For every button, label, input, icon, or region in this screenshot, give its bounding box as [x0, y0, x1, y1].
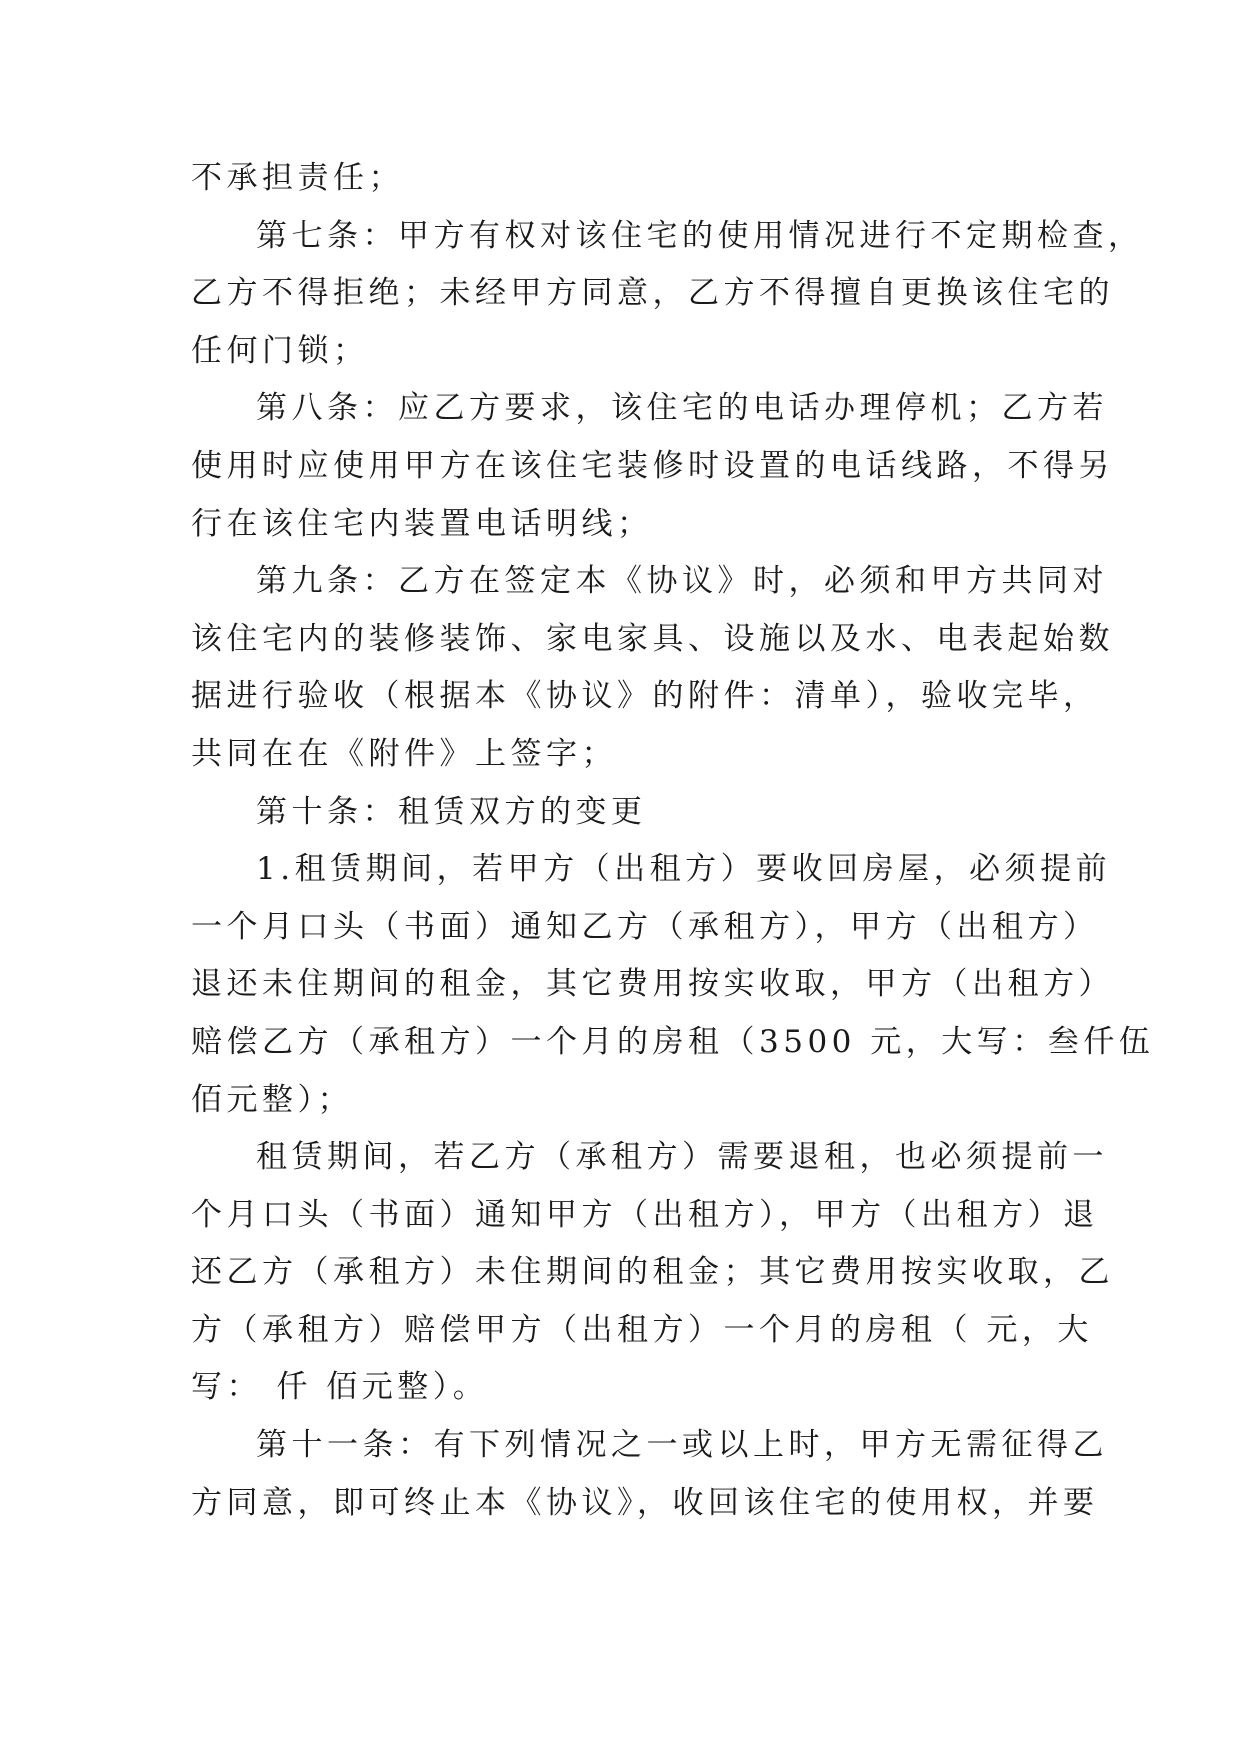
document-line: 第十条：租赁双方的变更 — [256, 793, 647, 830]
document-line: 1.租赁期间，若甲方（出租方）要收回房屋，必须提前 — [256, 851, 1112, 888]
document-line: 写： 仟 佰元整）。 — [191, 1369, 489, 1406]
document-line: 退还未住期间的租金，其它费用按实收取，甲方（出租方） — [191, 966, 1114, 1003]
document-line: 共同在在《附件》上签字； — [191, 735, 617, 772]
document-body — [191, 150, 1155, 1532]
document-line: 使用时应使用甲方在该住宅装修时设置的电话线路，不得另 — [191, 447, 1114, 484]
document-line: 行在该住宅内装置电话明线； — [191, 505, 653, 542]
document-line: 不承担责任； — [191, 160, 404, 196]
document-line: 任何门锁； — [191, 332, 369, 369]
document-line: 一个月口头（书面）通知乙方（承租方），甲方（出租方） — [191, 908, 1099, 945]
document-line: 第七条：甲方有权对该住宅的使用情况进行不定期检查， — [256, 217, 1144, 254]
document-line: 据进行验收（根据本《协议》的附件：清单），验收完毕， — [191, 678, 1099, 715]
document-line: 佰元整）； — [191, 1081, 353, 1118]
document-line: 还乙方（承租方）未住期间的租金；其它费用按实收取，乙 — [191, 1254, 1114, 1291]
document-line: 方同意，即可终止本《协议》，收回该住宅的使用权，并要 — [191, 1484, 1099, 1521]
document-line: 第九条：乙方在签定本《协议》时，必须和甲方共同对 — [256, 563, 1108, 600]
document-line: 个月口头（书面）通知甲方（出租方），甲方（出租方）退 — [191, 1196, 1099, 1233]
document-line: 第十一条：有下列情况之一或以上时，甲方无需征得乙 — [256, 1427, 1108, 1464]
document-line: 第八条：应乙方要求，该住宅的电话办理停机；乙方若 — [256, 390, 1108, 427]
document-line: 该住宅内的装修装饰、家电家具、设施以及水、电表起始数 — [191, 620, 1114, 657]
document-line: 租赁期间，若乙方（承租方）需要退租，也必须提前一 — [256, 1139, 1108, 1176]
document-line: 方（承租方）赔偿甲方（出租方）一个月的房租（ 元，大 — [191, 1311, 1093, 1348]
document-line: 赔偿乙方（承租方）一个月的房租（3500 元，大写：叁仟伍 — [191, 1023, 1155, 1060]
document-line: 乙方不得拒绝；未经甲方同意，乙方不得擅自更换该住宅的 — [191, 275, 1114, 312]
